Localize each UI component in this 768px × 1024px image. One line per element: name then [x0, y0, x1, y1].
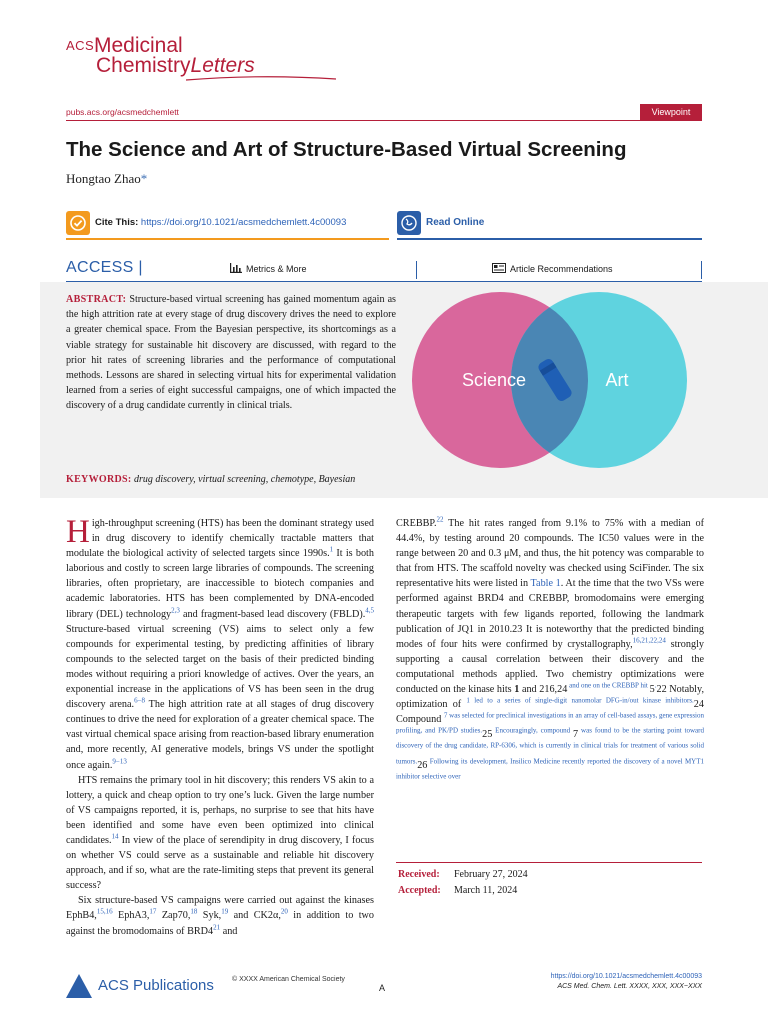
- reference-link[interactable]: 21: [213, 923, 221, 932]
- reference-link[interactable]: 6−8: [134, 696, 146, 705]
- reference-link[interactable]: 9−13: [112, 757, 127, 766]
- access-label: ACCESS |: [66, 259, 143, 276]
- keywords-text: drug discovery, virtual screening, chemotype, Bayesian: [133, 474, 356, 485]
- text-run: 16,24: [544, 684, 568, 696]
- article-list-icon: [492, 263, 506, 273]
- access-divider-end: [701, 261, 702, 279]
- logo-swoosh-icon: [186, 76, 336, 82]
- metrics-label: Metrics & More: [246, 264, 307, 274]
- body-right-column: [396, 516, 704, 788]
- reference-link[interactable]: was found to be the starting point toward discovery of the drug candidate, RP-6306, which is currently in clinical trials for treatment of various solid tumors.: [396, 726, 704, 766]
- reference-link[interactable]: and one on the CREBBP hit: [567, 681, 650, 690]
- compound-number: 1: [514, 684, 520, 696]
- text-run: CREBBP.: [396, 518, 437, 529]
- reference-link[interactable]: was selected for preclinical investigations in an array of cell-based assays, gene expression profiling, and PK/PD studies.: [396, 711, 704, 735]
- reference-link[interactable]: 1: [466, 696, 470, 705]
- metrics-link[interactable]: [230, 263, 307, 274]
- text-run: and: [220, 925, 238, 937]
- text-run: It is noteworthy that the predicted binding modes of four hits were confirmed by crystallography,: [396, 623, 704, 650]
- reference-link[interactable]: 22: [436, 515, 444, 524]
- keywords-label: KEYWORDS:: [66, 474, 132, 485]
- text-run: In view of the place of serendipity in drug discovery, I focus on whether VS could serve as a sustainable and reliable hit discovery approach, and if so, what are the rate-limiting steps that prevent its general success?: [66, 834, 374, 892]
- cite-underline: [66, 238, 389, 240]
- author-line: [66, 171, 147, 187]
- paragraph: [66, 773, 374, 894]
- text-run: Structure-based virtual screening (VS) aims to select only a few compounds for experimental testing, by predicting affinities of library compounds to the selected target on the basis of their predicted binding modes without requiring a priori knowledge of actives. Over the years, an exponential increase in the applications of VS has been seen in the drug discovery arena.: [66, 623, 374, 711]
- accepted-row: Accepted: March 11, 2024: [398, 885, 518, 896]
- cite-check-icon: [66, 211, 90, 235]
- venn-art-label: Art: [605, 370, 629, 390]
- paragraph: [396, 516, 704, 788]
- text-run: and: [519, 684, 540, 696]
- text-run: 50: [608, 533, 620, 545]
- acs-publications-logo[interactable]: [66, 972, 216, 1000]
- paragraph: [66, 893, 374, 938]
- body-left-column: [66, 516, 374, 939]
- text-run: The hit rates ranged from 9.1% to 75% with a median of 44.4%, by testing around 20 compounds. The IC: [396, 518, 704, 545]
- text-run: EphA3,: [112, 910, 150, 922]
- received-date: February 27, 2024: [454, 869, 528, 880]
- recommendations-link[interactable]: [492, 263, 613, 274]
- dates-divider: [396, 862, 702, 863]
- text-run: The high attrition rate at all stages of drug discovery continues to drive the need for exploration of a greater chemical space. The vast virtual chemical space arising from reaction-based library enumeration and, more recently, AI generative models, brings VS under the spotlight once again.: [66, 699, 374, 771]
- page-number: A: [379, 983, 386, 993]
- text-run: 22: [656, 684, 667, 696]
- copyright: © XXXX American Chemical Society: [232, 976, 345, 983]
- reference-link[interactable]: 19: [221, 908, 229, 917]
- reference-link[interactable]: 15,16: [96, 908, 113, 917]
- logo-medicinal: Medicinal: [94, 34, 183, 57]
- text-run: and fragment-based lead discovery (FBLD).: [179, 608, 366, 620]
- journal-logo[interactable]: [66, 34, 286, 82]
- text-run: Compound: [396, 714, 444, 726]
- text-run: 23: [512, 623, 523, 635]
- header-divider: [66, 120, 702, 121]
- text-run: 24: [693, 699, 704, 711]
- article-dates: [398, 867, 528, 899]
- table-link[interactable]: Table 1: [530, 578, 561, 590]
- reference-link[interactable]: Following its development, Insilico Medicine recently reported the discovery of a novel MYT1 inhibitor selective over: [396, 757, 704, 781]
- abstract-text: Structure-based virtual screening has gained momentum again as the high attrition rate at every stage of drug discovery drives the need to explore a greater chemical space. From the Bayesian perspective, its shortcomings as a viable strategy for sustainable hit discovery are discussed, with regard to the prior hit rates of screening libraries and the performance of computational methods. Lessons are shared in selecting virtual hits for experimental validation learned from a series of eight successful campaigns, one of which impacted the discovery of a drug candidate currently in clinical trials.: [66, 294, 396, 412]
- abstract-label: ABSTRACT:: [66, 294, 127, 305]
- access-divider: [416, 261, 417, 279]
- text-run: 5: [649, 684, 655, 696]
- text-run: strongly supporting a causal correlation between their discovery and the computational methods applied. Two chemistry optimizations were conducted on the kinase hits: [396, 638, 704, 696]
- text-run: and CK2α,: [228, 910, 281, 922]
- keywords: [66, 474, 355, 485]
- text-run: 26: [417, 759, 428, 771]
- globe-icon: [397, 211, 421, 235]
- cite-doi-link[interactable]: https://doi.org/10.1021/acsmedchemlett.4c00093: [140, 217, 347, 228]
- acs-triangle-icon: [66, 974, 92, 998]
- text-run: igh-throughput screening (HTS) has been the dominant strategy used in drug discovery to identify chemically tractable matters that modulate the biological activity of selected targets since 1990s.: [66, 518, 374, 560]
- bar-chart-icon: [230, 263, 242, 273]
- read-online-button[interactable]: [397, 210, 702, 240]
- reference-link[interactable]: .: [654, 681, 657, 690]
- footer-doi-link[interactable]: https://doi.org/10.1021/acsmedchemlett.4c00093: [550, 973, 702, 980]
- text-run: Notably, optimization of: [396, 684, 704, 711]
- read-online-label: Read Online: [426, 217, 485, 228]
- article-type-badge: Viewpoint: [640, 104, 702, 121]
- author-name[interactable]: Hongtao Zhao: [66, 171, 141, 186]
- reference-link[interactable]: 14: [111, 832, 119, 841]
- reference-link[interactable]: 2,3: [171, 606, 180, 615]
- toc-venn-graphic: [408, 283, 692, 479]
- cite-label: Cite This:: [95, 217, 139, 228]
- text-run: . At the time that the two VSs were performed against BRD4 and CREBBP, bromodomains were emerging therapeutic targets with few ligands reported, following the landmark publication of JQ1 in 2010.: [396, 578, 705, 635]
- cite-this-box: [66, 210, 389, 240]
- access-bar: [66, 257, 702, 281]
- publisher-name: ACS Publications: [98, 977, 214, 994]
- read-online-underline: [397, 238, 702, 240]
- recommendations-label: Article Recommendations: [510, 264, 613, 274]
- text-run: 25: [482, 729, 493, 741]
- text-run: 7: [573, 729, 579, 741]
- cite-text: [95, 217, 346, 228]
- reference-link[interactable]: 1: [329, 545, 334, 554]
- corresponding-author-mark[interactable]: *: [140, 171, 148, 186]
- footer-citation: ACS Med. Chem. Lett. XXXX, XXX, XXX−XXX: [557, 983, 702, 990]
- reference-link[interactable]: 20: [280, 908, 288, 917]
- text-run: Syk,: [197, 910, 222, 922]
- received-row: Received: February 27, 2024: [398, 869, 528, 880]
- text-run: Zap70,: [156, 910, 191, 922]
- text-run: 2: [539, 684, 545, 696]
- text-run: HTS remains the primary tool in hit discovery; this renders VS akin to a lottery, a quick and cheap option to try one’s luck. Given the large number of VS campaigns reported, it is, perhaps, no surprise to see that hits have been identified and some have even been optimized into clinical candidates.: [66, 774, 374, 846]
- text-run: It is both laborious and costly to screen large libraries of compounds. The screening libraries, often proprietary, are inaccessible to biotech companies and academic laboratories. HTS has been complemented by DNA-encoded library (DEL) technology: [66, 548, 374, 620]
- dropcap: H: [66, 514, 90, 550]
- text-run: in addition to two against the bromodomains of BRD4: [66, 910, 374, 937]
- journal-url-link[interactable]: pubs.acs.org/acsmedchemlett: [66, 107, 179, 117]
- reference-link[interactable]: led to a series of single-digit nanomolar DFG-in/out kinase inhibitors.: [469, 696, 694, 705]
- reference-link[interactable]: 17: [149, 908, 157, 917]
- reference-link[interactable]: 18: [190, 908, 198, 917]
- abstract: [66, 292, 396, 414]
- reference-link[interactable]: 4,5: [365, 606, 375, 615]
- reference-link[interactable]: Encouragingly, compound: [492, 726, 574, 735]
- logo-acs: ACS: [66, 38, 95, 53]
- paragraph: [66, 516, 374, 773]
- article-title: The Science and Art of Structure-Based Virtual Screening: [66, 138, 627, 161]
- text-run: values were in the range between 20 and 0.3 μM, and thus, the hit potency was comparable to that from HTS. The scaffold novelty was checked using SciFinder. The six representative hits were listed in: [396, 533, 704, 590]
- venn-science-label: Science: [461, 370, 527, 390]
- logo-chemistry-letters: ChemistryLetters: [96, 54, 255, 77]
- reference-link[interactable]: 7: [443, 711, 448, 720]
- accepted-date: March 11, 2024: [454, 885, 518, 896]
- text-run: Six structure-based VS campaigns were carried out against the kinases EphB4,: [66, 895, 374, 922]
- reference-link[interactable]: 16,21,22,24: [632, 636, 666, 645]
